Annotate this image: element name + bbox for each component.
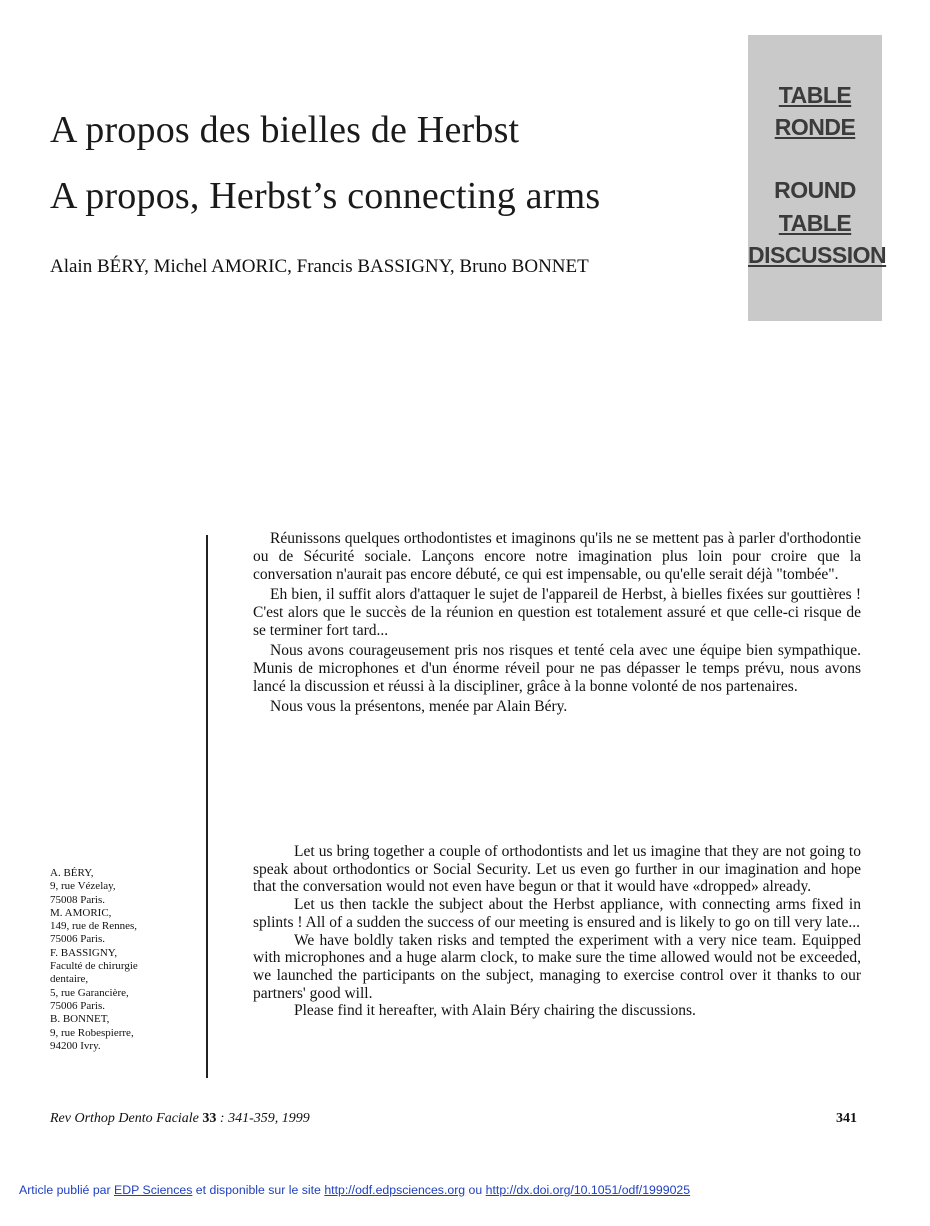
address-line: 75006 Paris.	[50, 933, 105, 946]
badge-line-ronde: RONDE	[774, 114, 856, 140]
doi-link[interactable]: http://dx.doi.org/10.1051/odf/1999025	[485, 1183, 691, 1197]
paragraph: Let us then tackle the subject about the Herbst appliance, with connecting arms fixed in splints ! All of a sudden the success of our meeting is ensured and is likely to go on till very late...	[253, 896, 861, 931]
address-line: B. BONNET,	[50, 1013, 110, 1026]
paragraph: We have boldly taken risks and tempted the experiment with a very nice team. Equipped with microphones and a huge alarm clock, to make sure the time allowed would not be exceeded, we launched the participants on the subject, managing to exercise control over it thanks to our partners' good will.	[253, 931, 861, 1002]
address-line: 94200 Ivry.	[50, 1039, 101, 1052]
title-french: A propos des bielles de Herbst	[50, 109, 520, 151]
address-line: 5, rue Garancière,	[50, 986, 129, 999]
address-line: 149, rue de Rennes,	[50, 920, 138, 933]
publisher-notice-text: et disponible sur le site	[192, 1183, 325, 1197]
publisher-notice	[19, 1183, 690, 1197]
author-addresses	[50, 867, 200, 1053]
address-line: 9, rue Robespierre,	[50, 1026, 134, 1039]
badge-line-round: ROUND	[774, 177, 856, 203]
paragraph: Eh bien, il suffit alors d'attaquer le sujet de l'appareil de Herbst, à bielles fixées sur gouttières ! C'est alors que le succès de la réunion en question est totalement assuré et que celle-ci risque de se terminer fort tard...	[253, 586, 861, 639]
vertical-divider	[206, 535, 208, 1078]
paragraph: Nous avons courageusement pris nos risques et tenté cela avec une équipe bien sympathique. Munis de microphones et d'un énorme réveil pour ne pas dépasser le temps prévu, nous avons lancé la discussion et réussi à la discipliner, grâce à la bonne volonté de nos partenaires.	[253, 642, 861, 695]
badge-line-discussion: DISCUSSION	[748, 242, 887, 268]
round-table-badge	[748, 35, 887, 321]
abstract-english	[253, 843, 861, 1020]
title-english: A propos, Herbst’s connecting arms	[50, 175, 601, 217]
journal-pages-year: : 341-359, 1999	[216, 1111, 310, 1126]
badge-line-table-en: TABLE	[778, 210, 852, 236]
page-number: 341	[836, 1111, 857, 1126]
abstract-french	[253, 530, 861, 718]
author-list: Alain BÉRY, Michel AMORIC, Francis BASSIGNY, Bruno BONNET	[50, 256, 589, 277]
address-line: Faculté de chirurgie	[50, 960, 138, 973]
paragraph: Let us bring together a couple of orthodontists and let us imagine that they are not going to speak about orthodontics or Social Security. Let us even go further in our imagination and hope that the conversation would not even have begun or that it would have «dropped» already.	[253, 843, 861, 896]
address-line: 9, rue Vézelay,	[50, 880, 116, 893]
address-line: M. AMORIC,	[50, 906, 112, 919]
paragraph: Please find it hereafter, with Alain Béry chairing the discussions.	[294, 1002, 696, 1020]
address-line: 75006 Paris.	[50, 999, 105, 1012]
badge-line-table-fr: TABLE	[778, 82, 852, 108]
odf-site-link[interactable]: http://odf.edpsciences.org	[324, 1183, 466, 1197]
address-line: A. BÉRY,	[50, 867, 94, 879]
publisher-notice-text: ou	[465, 1183, 486, 1197]
journal-citation	[50, 1111, 310, 1127]
address-line: F. BASSIGNY,	[50, 946, 118, 959]
address-line: 75008 Paris.	[50, 893, 105, 906]
address-line: dentaire,	[50, 973, 89, 986]
paragraph: Réunissons quelques orthodontistes et imaginons qu'ils ne se mettent pas à parler d'orthodontie ou de Sécurité sociale. Lançons encore notre imagination plus loin pour croire que la conversation n'aurait pas encore débuté, ce qui est impensable, ou qu'elle serait déjà "tombée".	[253, 530, 861, 583]
journal-name: Rev Orthop Dento Faciale	[50, 1111, 203, 1126]
edp-sciences-link[interactable]: EDP Sciences	[114, 1183, 193, 1197]
publisher-notice-text: Article publié par	[19, 1183, 115, 1197]
journal-volume: 33	[202, 1111, 217, 1126]
paragraph: Nous vous la présentons, menée par Alain Béry.	[270, 698, 568, 715]
